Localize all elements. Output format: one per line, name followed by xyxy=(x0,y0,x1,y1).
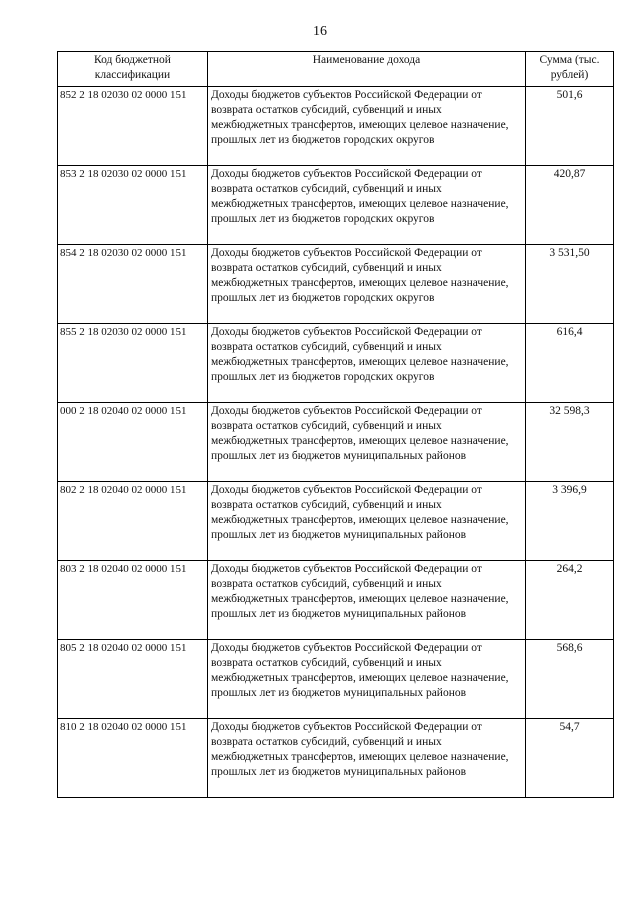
cell-name: Доходы бюджетов субъектов Российской Федерации от возврата остатков субсидий, субвенций и иных межбюджетных трансфертов, имеющих целевое назначение, прошлых лет из бюджетов муниципальных районов xyxy=(208,640,526,719)
cell-code: 853 2 18 02030 02 0000 151 xyxy=(58,166,208,245)
cell-amount: 32 598,3 xyxy=(526,403,614,482)
cell-code: 810 2 18 02040 02 0000 151 xyxy=(58,719,208,798)
cell-name: Доходы бюджетов субъектов Российской Федерации от возврата остатков субсидий, субвенций и иных межбюджетных трансфертов, имеющих целевое назначение, прошлых лет из бюджетов муниципальных районов xyxy=(208,403,526,482)
cell-code: 805 2 18 02040 02 0000 151 xyxy=(58,640,208,719)
cell-code: 855 2 18 02030 02 0000 151 xyxy=(58,324,208,403)
table-row xyxy=(58,166,614,245)
table-row xyxy=(58,640,614,719)
table-row xyxy=(58,403,614,482)
table-row xyxy=(58,87,614,166)
budget-income-table xyxy=(57,51,614,798)
cell-name: Доходы бюджетов субъектов Российской Федерации от возврата остатков субсидий, субвенций и иных межбюджетных трансфертов, имеющих целевое назначение, прошлых лет из бюджетов городских округов xyxy=(208,324,526,403)
cell-code: 854 2 18 02030 02 0000 151 xyxy=(58,245,208,324)
cell-amount: 3 396,9 xyxy=(526,482,614,561)
cell-amount: 264,2 xyxy=(526,561,614,640)
cell-code: 000 2 18 02040 02 0000 151 xyxy=(58,403,208,482)
cell-code: 852 2 18 02030 02 0000 151 xyxy=(58,87,208,166)
table-row xyxy=(58,324,614,403)
cell-amount: 54,7 xyxy=(526,719,614,798)
cell-name: Доходы бюджетов субъектов Российской Федерации от возврата остатков субсидий, субвенций и иных межбюджетных трансфертов, имеющих целевое назначение, прошлых лет из бюджетов городских округов xyxy=(208,166,526,245)
cell-name: Доходы бюджетов субъектов Российской Федерации от возврата остатков субсидий, субвенций и иных межбюджетных трансфертов, имеющих целевое назначение, прошлых лет из бюджетов муниципальных районов xyxy=(208,561,526,640)
header-name: Наименование дохода xyxy=(208,52,526,87)
cell-name: Доходы бюджетов субъектов Российской Федерации от возврата остатков субсидий, субвенций и иных межбюджетных трансфертов, имеющих целевое назначение, прошлых лет из бюджетов городских округов xyxy=(208,87,526,166)
cell-amount: 420,87 xyxy=(526,166,614,245)
cell-name: Доходы бюджетов субъектов Российской Федерации от возврата остатков субсидий, субвенций и иных межбюджетных трансфертов, имеющих целевое назначение, прошлых лет из бюджетов муниципальных районов xyxy=(208,719,526,798)
table-row xyxy=(58,719,614,798)
table-row xyxy=(58,561,614,640)
page-number: 16 xyxy=(313,24,327,39)
cell-name: Доходы бюджетов субъектов Российской Федерации от возврата остатков субсидий, субвенций и иных межбюджетных трансфертов, имеющих целевое назначение, прошлых лет из бюджетов городских округов xyxy=(208,245,526,324)
cell-amount: 616,4 xyxy=(526,324,614,403)
cell-amount: 3 531,50 xyxy=(526,245,614,324)
table-row xyxy=(58,482,614,561)
table-row xyxy=(58,245,614,324)
cell-code: 802 2 18 02040 02 0000 151 xyxy=(58,482,208,561)
header-amount: Сумма (тыс. рублей) xyxy=(526,52,614,87)
cell-code: 803 2 18 02040 02 0000 151 xyxy=(58,561,208,640)
cell-name: Доходы бюджетов субъектов Российской Федерации от возврата остатков субсидий, субвенций и иных межбюджетных трансфертов, имеющих целевое назначение, прошлых лет из бюджетов муниципальных районов xyxy=(208,482,526,561)
cell-amount: 568,6 xyxy=(526,640,614,719)
header-code: Код бюджетной классификации xyxy=(58,52,208,87)
cell-amount: 501,6 xyxy=(526,87,614,166)
table-header-row xyxy=(58,52,614,87)
